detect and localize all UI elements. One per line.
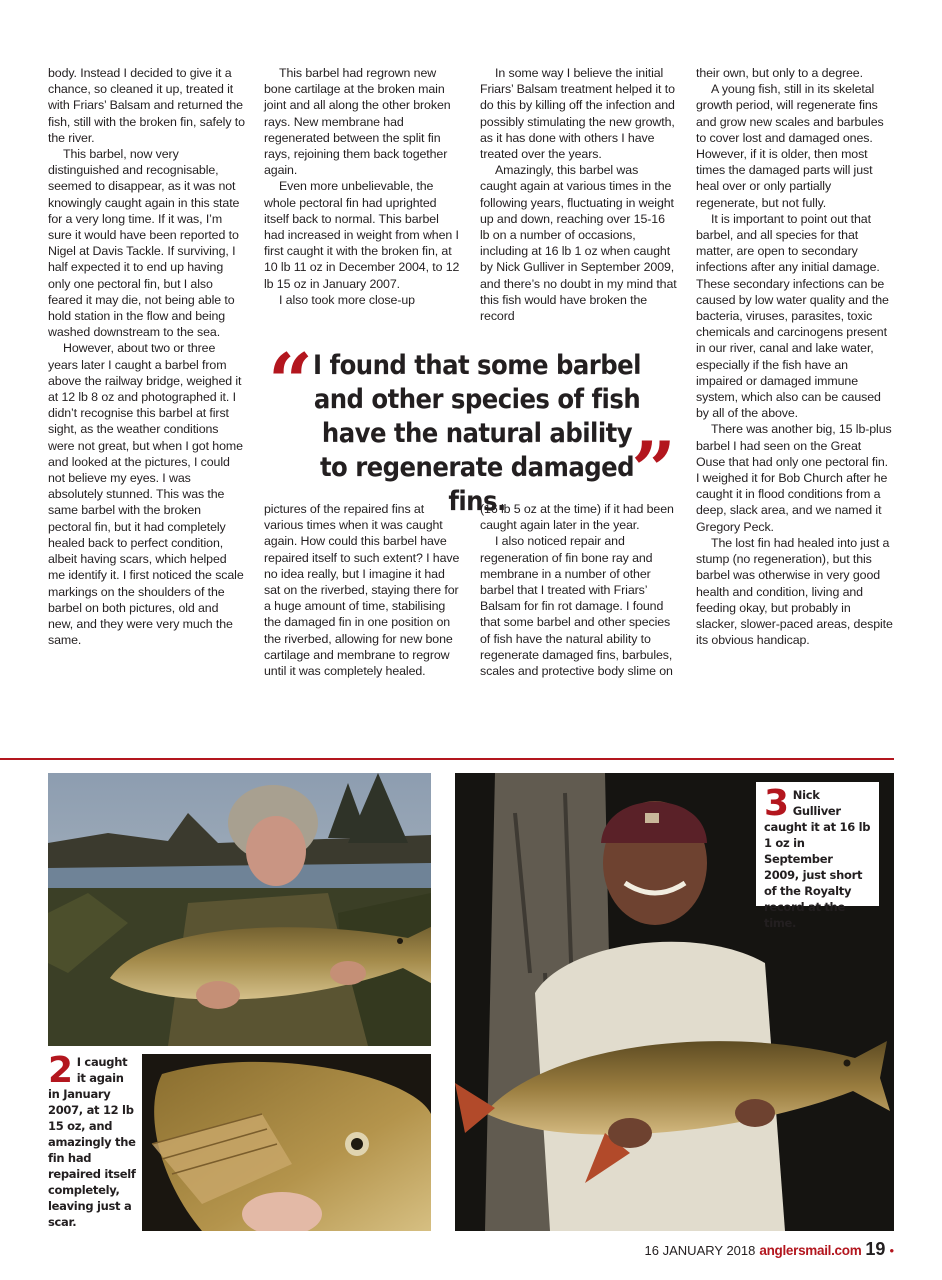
page-number: 19: [865, 1239, 886, 1259]
paragraph: There was another big, 15 lb-plus barbel I had seen on the Great Ouse that had only one pectoral fin. I weighed it for Bob Church after he caught it in flood conditions from a deep, slack area, and we named it Gregory Peck.: [696, 422, 892, 534]
paragraph: This barbel had regrown new bone cartilage at the broken main joint and all along the other broken rays. New membrane had regenerated between the split fin rays, rejoining them back together again.: [264, 66, 451, 178]
pull-quote-text: I found that some barbel and other species of fish have the natural ability to regenerate damaged fins.: [313, 350, 641, 517]
paragraph: Amazingly, this barbel was caught again at various times in the following years, fluctuating in weight up and down, reaching over 15-16 lb on a number of occasions, including at 16 lb 1 oz when caught by Nick Gulliver in September 2009, and there’s no doubt in my mind that this fish would have broken the record: [480, 163, 677, 324]
close-quote-mark: ”: [631, 425, 676, 516]
paragraph: A young fish, still in its skeletal growth period, will regenerate fins and grow new scales and barbules to cover lost and damaged ones. However, if it is older, then most times the damaged parts will just heal over or only partially regenerate, but not fully.: [696, 82, 884, 210]
photo-angler-riverbank: [48, 773, 431, 1046]
angler-riverbank-image: [48, 773, 431, 1046]
paragraph: I also noticed repair and regeneration of fin bone ray and membrane in a number of other barbel that I treated with Friars’ Balsam for fin rot damage. I found that some barbel and other species of fish have the natural ability to regenerate damaged fins, barbules, scales and protective body slime on: [480, 534, 673, 679]
paragraph: It is important to point out that barbel, and all species for that matter, are open to secondary infections after any initial damage. These secondary infections can be caused by low water quality and the bacteria, viruses, parasites, toxic chemicals and carcinogens present in our river, canal and lake water, especially if the fish have an impaired or damaged immune system, which also can be caused by all of the above.: [696, 211, 889, 421]
paragraph: The lost fin had healed into just a stump (no regeneration), but this barbel was otherwise in very good health and condition, living and feeding okay, but probably in slacker, slower-paced areas, despite its obvious handicap.: [696, 535, 893, 648]
caption-number: 3: [764, 783, 789, 824]
caption-number: 2: [48, 1050, 73, 1091]
page-footer: [645, 1239, 894, 1261]
pull-quote: [268, 337, 678, 517]
open-quote-mark: “: [268, 337, 313, 428]
paragraph: Even more unbelievable, the whole pectoral fin had uprighted itself back to normal. This barbel had increased in weight from when I first caught it with the broken fin, at 10 lb 11 oz in December 2004, to 12 lb 15 oz in January 2007.: [264, 179, 460, 291]
article-column-3-bottom: [480, 501, 677, 679]
paragraph: This barbel, now very distinguished and recognisable, seemed to disappear, as it was not knowingly caught again in this state for a very long time. If it was, I’m sure it would have been reported to Nigel at Davis Tackle. If surviving, I half expected it to end up having only one pectoral fin, but I also feared it may die, not being able to hold station in the flow and being washed downstream to the sea.: [48, 147, 240, 340]
paragraph: (16 lb 5 oz at the time) if it had been caught again later in the year.: [480, 502, 674, 533]
photo-fin-closeup: [142, 1054, 431, 1231]
article-column-1: [48, 65, 245, 648]
footer-bullet: •: [889, 1243, 894, 1258]
issue-date: 16 JANUARY 2018: [644, 1243, 756, 1258]
paragraph: In some way I believe the initial Friars’ Balsam treatment helped it to do this by killing off the infection and possibly stimulating the new growth, as it has done with others I have treated over the years.: [480, 66, 675, 162]
article-column-3-top: [480, 65, 677, 324]
website-link[interactable]: anglersmail.com: [759, 1243, 862, 1258]
paragraph: However, about two or three years later I caught a barbel from above the railway bridge, weighed it at 12 lb 8 oz and photographed it. I didn’t recognise this barbel at first sight, as the weather conditions were not great, but when I got home and looked at the pictures, I could not believe my eyes. I was absolutely stunned. This was the same barbel with the broken pectoral fin, but it had completely healed back to perfect condition, albeit having scars, which helped me identify it. I first noticed the scale markings on the shoulders of the barbel on both pictures, old and new, and they were very much the same.: [48, 341, 244, 648]
paragraph: pictures of the repaired fins at various times when it was caught again. How could this barbel have repaired itself to such extent? I have no idea really, but I imagine it had sat on the riverbed, staying there for a huge amount of time, stabilising the damaged fin in one position on the riverbed, allowing for new bone cartilage and membrane to regrow until it was completely healed.: [264, 502, 460, 679]
section-divider: [0, 758, 894, 760]
article-column-2-bottom: [264, 501, 461, 679]
photo-caption-3-box: [756, 782, 879, 930]
fin-closeup-image: [142, 1054, 431, 1231]
paragraph: I also took more close-up: [279, 292, 415, 307]
article-column-2-top: [264, 65, 461, 308]
paragraph: body. Instead I decided to give it a chance, so cleaned it up, treated it with Friars’ Balsam and returned the fish, still with the broken fin, safely to the river.: [48, 66, 245, 145]
photo-caption-3: [764, 783, 871, 931]
photo-caption-2: [48, 1050, 138, 1230]
caption-text: I caught it again in January 2007, at 12 lb 15 oz, and amazingly the fin had repaired itself completely, leaving just a scar.: [48, 1055, 136, 1229]
caption-text: Nick Gulliver caught it at 16 lb 1 oz in September 2009, just short of the Royalty record at the time.: [764, 788, 871, 930]
article-column-4: [696, 65, 893, 648]
paragraph: their own, but only to a degree.: [696, 66, 863, 80]
